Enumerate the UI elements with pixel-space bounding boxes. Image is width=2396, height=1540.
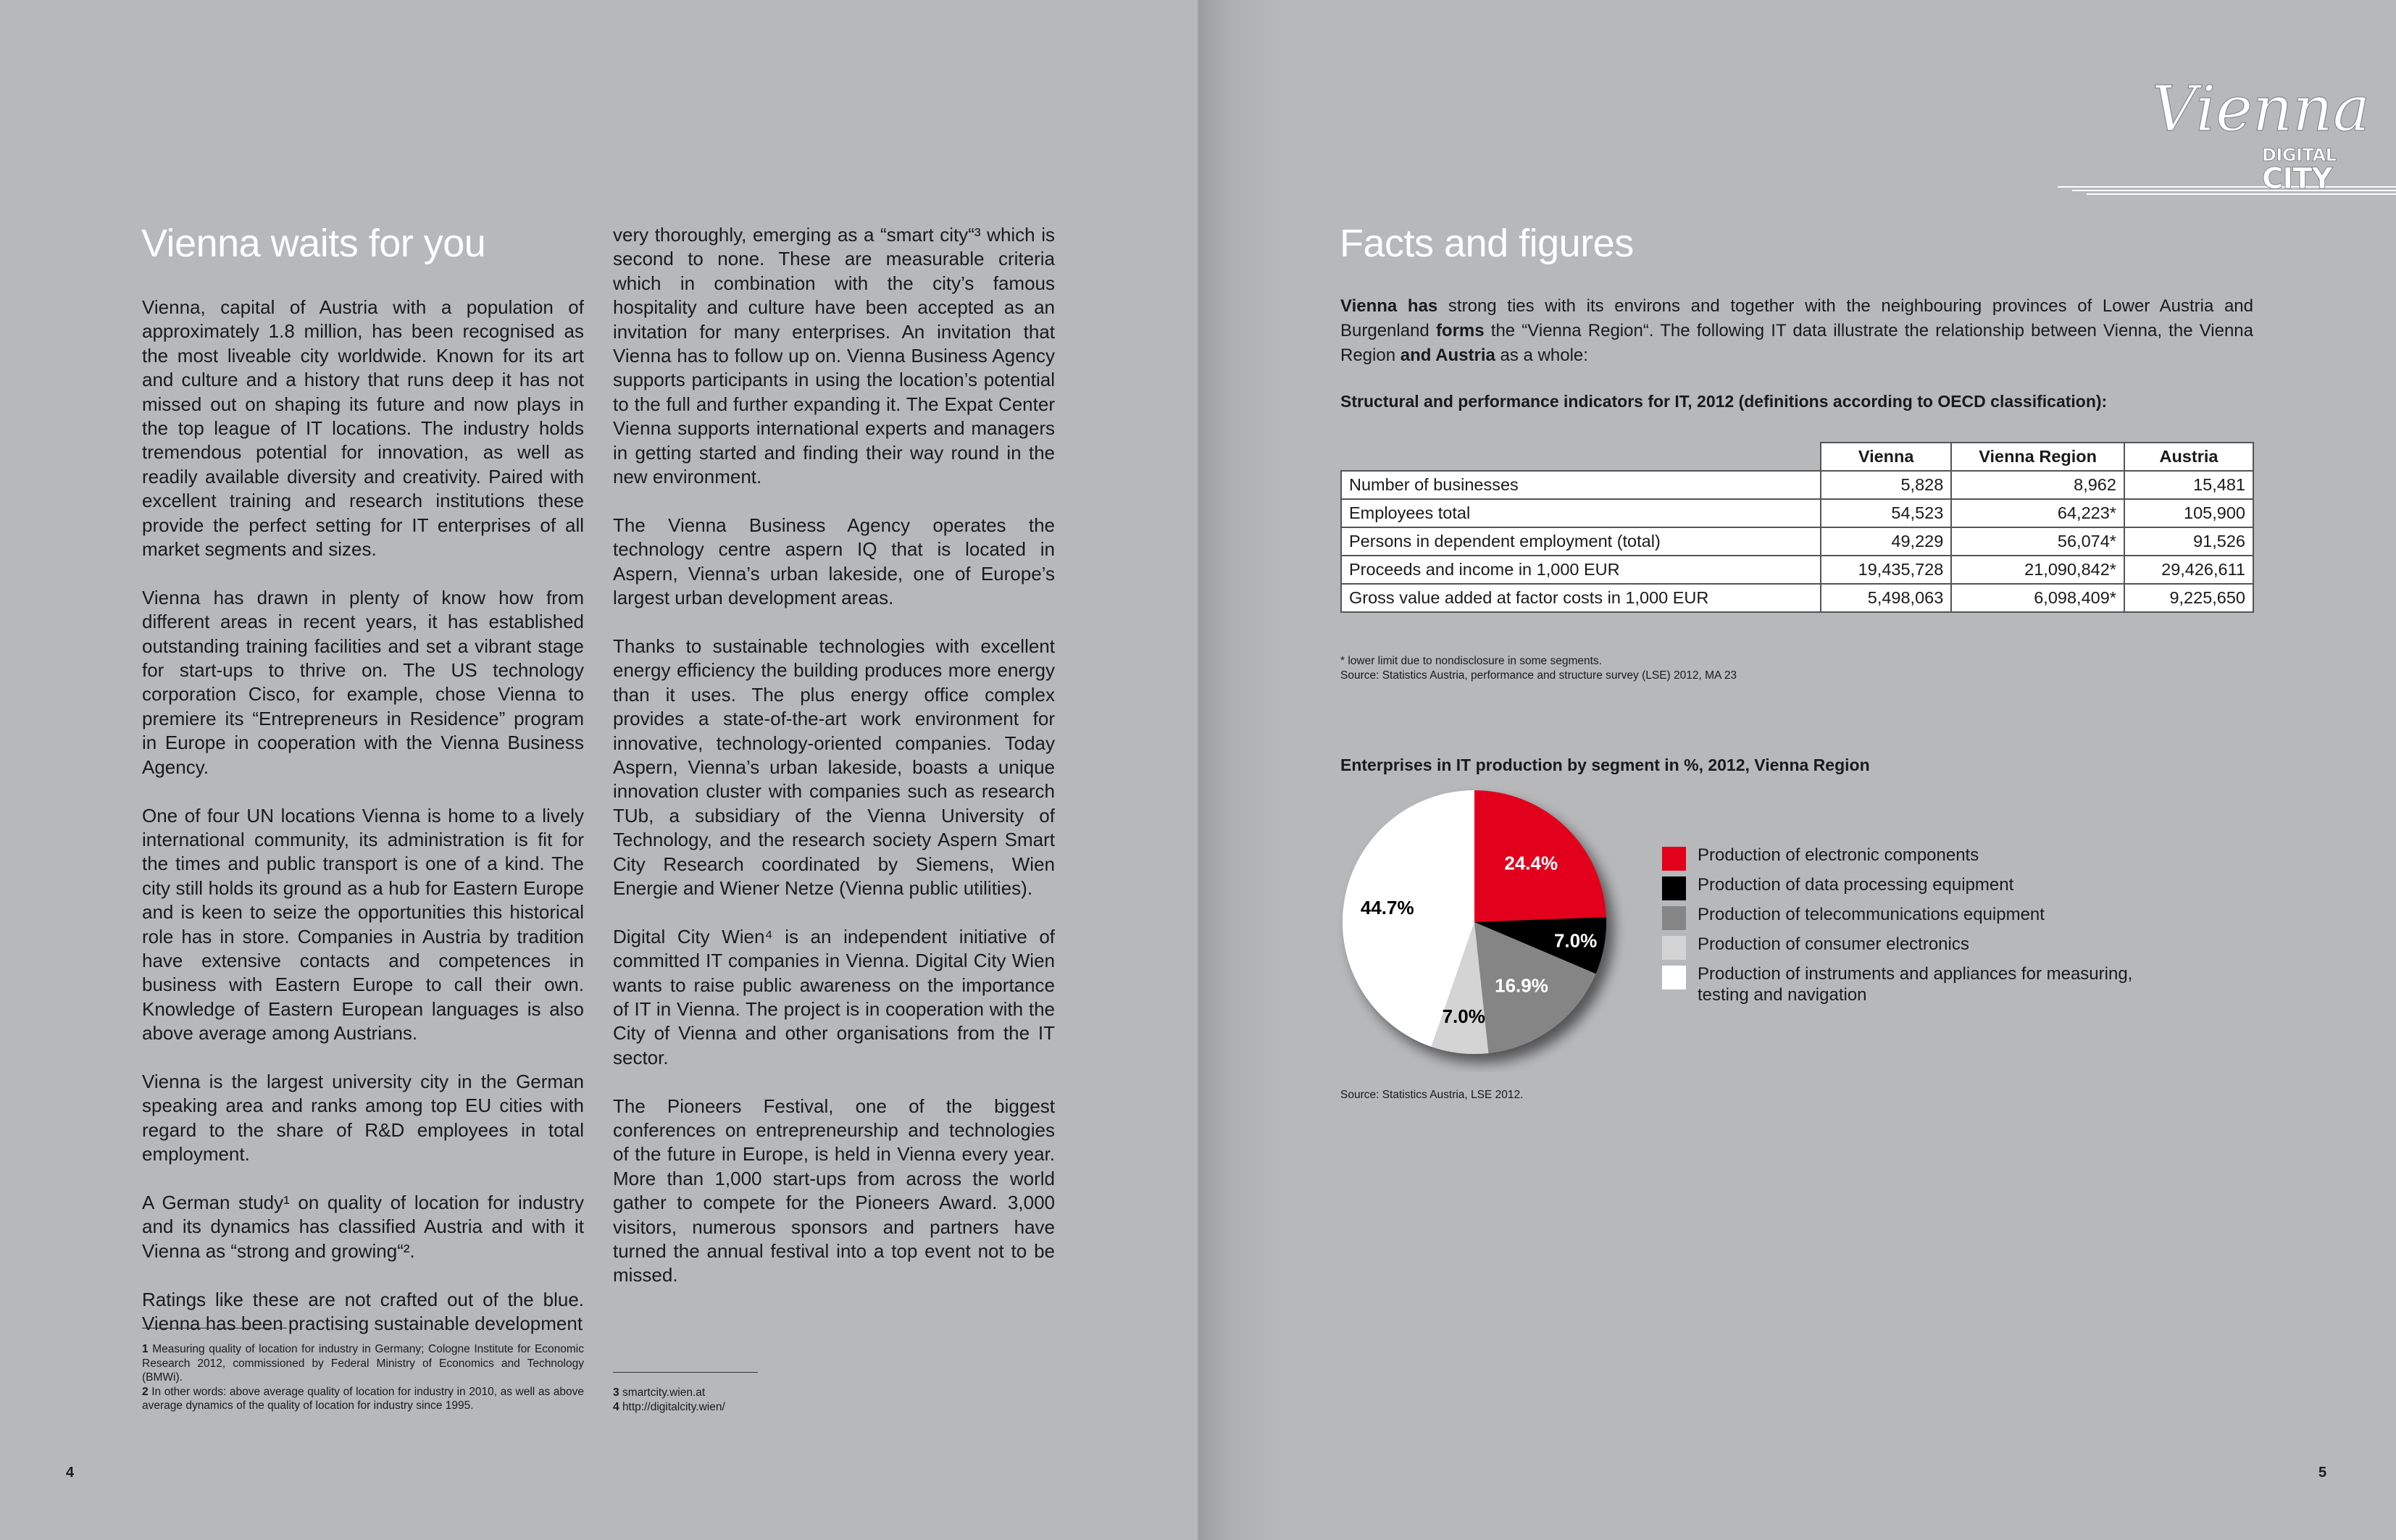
row-label: Persons in dependent employment (total) — [1341, 527, 1821, 556]
row-label: Proceeds and income in 1,000 EUR — [1341, 556, 1821, 584]
table-footnote: * lower limit due to nondisclosure in some segments. — [1340, 655, 1602, 667]
row-label: Employees total — [1341, 499, 1821, 527]
footnotes-column-1 — [142, 1342, 584, 1413]
svg-text:DIGITAL: DIGITAL — [2262, 145, 2337, 165]
page-number: 4 — [66, 1465, 75, 1481]
table-row — [1341, 527, 2253, 556]
left-heading: Vienna waits for you — [141, 222, 486, 265]
cell-value: 21,090,842* — [1951, 556, 2124, 584]
vienna-digital-city-logo — [2058, 72, 2396, 203]
legend-item — [1662, 904, 2161, 925]
table-row — [1341, 499, 2253, 527]
cell-value: 54,523 — [1821, 499, 1951, 527]
table-corner-cell — [1341, 443, 1821, 471]
cell-value: 29,426,611 — [2124, 556, 2253, 584]
legend-swatch — [1662, 876, 1686, 900]
paragraph: The Pioneers Festival, one of the biggest conferences on entrepreneurship and technologies of the future in Europe, is held in Vienna every year. More than 1,000 start-ups from across the world gather to compete for the Pioneers Award. 3,000 visitors, numerous sponsors and partners have turned the annual festival into a top event not to be missed. — [613, 1095, 1055, 1286]
paragraph: A German study¹ on quality of location for industry and its dynamics has classified Austria and with it Vienna as “strong and growing“². — [142, 1191, 584, 1262]
right-heading: Facts and figures — [1340, 222, 1634, 265]
table-row — [1341, 556, 2253, 584]
text-column-2 — [613, 223, 1055, 1288]
legend-swatch — [1662, 906, 1686, 930]
legend-swatch — [1662, 966, 1686, 989]
chart-title: Enterprises in IT production by segment in %, 2012, Vienna Region — [1340, 756, 1870, 774]
paragraph: Vienna, capital of Austria with a population of approximately 1.8 million, has been recognised as the most liveable city worldwide. Known for its art and culture and a history that runs deep it has not missed out on shaping its future and now plays in the top league of IT locations. The industry holds tremendous potential for innovation, as well as readily available diversity and creativity. Paired with excellent training and research institutions these provide the perfect setting for IT enterprises of all market segments and sizes. — [142, 296, 584, 561]
footnote: 3 smartcity.wien.at — [613, 1386, 706, 1399]
intro-text: Vienna has strong ties with its environs and together with the neighbouring provinces of Lower Austria and Burgenland forms the “Vienna Region“. The following IT data illustrate the relationship between Vienna, the Vienna Region and Austria as a whole: — [1340, 296, 2254, 365]
pie-slice-label: 16.9% — [1495, 974, 1548, 997]
legend-item — [1662, 874, 2161, 895]
column-header: Austria — [2124, 443, 2253, 471]
legend-label: Production of telecommunications equipment — [1698, 905, 2045, 924]
cell-value: 49,229 — [1821, 527, 1951, 556]
cell-value: 64,223* — [1951, 499, 2124, 527]
footnote: 1 Measuring quality of location for industry in Germany; Cologne Institute for Economic Research 2012, commissioned by Federal Ministry of Economics and Technology (BMWi). — [142, 1343, 585, 1384]
footnote: 2 In other words: above average quality of location for industry in 2010, as well as above average dynamics of the quality of location for industry since 1995. — [142, 1385, 584, 1412]
legend-label: Production of instruments and appliances for measuring, testing and navigation — [1698, 964, 2133, 1005]
cell-value: 6,098,409* — [1951, 584, 2124, 612]
cell-value: 19,435,728 — [1821, 556, 1951, 584]
svg-text:Vienna: Vienna — [2152, 73, 2371, 146]
paragraph: Thanks to sustainable technologies with excellent energy efficiency the building produces more energy than it uses. The plus energy office complex provides a state-of-the-art work environment for innovative, technology-oriented companies. Today Aspern, Vienna’s urban lakeside, boasts a unique innovation cluster with companies such as research TUb, a subsidiary of the Vienna University of Technology, and the research society Aspern Smart City Research coordinated by Siemens, Wien Energie and Wiener Netze (Vienna public utilities). — [613, 635, 1055, 899]
pie-slice-label: 44.7% — [1360, 896, 1414, 918]
table-row — [1341, 584, 2253, 612]
table-title: Structural and performance indicators for IT, 2012 (definitions according to OECD classification): — [1340, 392, 2108, 411]
legend-label: Production of electronic components — [1698, 845, 1979, 865]
legend-label: Production of consumer electronics — [1698, 934, 1969, 954]
cell-value: 5,828 — [1821, 471, 1951, 499]
table-source: Source: Statistics Austria, performance and structure survey (LSE) 2012, MA 23 — [1340, 669, 1737, 682]
paragraph: Digital City Wien⁴ is an independent initiative of committed IT companies in Vienna. Digital City Wien wants to raise public awareness on the importance of IT in Vienna. The project is in cooperation with the City of Vienna and other organisations from the IT sector. — [613, 925, 1055, 1068]
legend-label: Production of data processing equipment — [1698, 875, 2014, 895]
page-number: 5 — [2318, 1465, 2327, 1481]
footnotes-column-2 — [613, 1386, 1055, 1414]
paragraph: The Vienna Business Agency operates the technology centre aspern IQ that is located in Aspern, Vienna’s urban lakeside, one of Europe’s largest urban development areas. — [613, 514, 1055, 609]
footnote-divider — [613, 1372, 758, 1373]
cell-value: 9,225,650 — [2124, 584, 2253, 612]
legend-item — [1662, 963, 2161, 1005]
pie-slice-label: 7.0% — [1553, 929, 1598, 952]
chart-legend — [1662, 845, 2161, 1014]
table-row — [1341, 471, 2253, 499]
it-indicators-table — [1340, 442, 2254, 613]
paragraph: Ratings like these are not crafted out of the blue. Vienna has been practising sustainable development — [142, 1288, 584, 1334]
paragraph: Vienna is the largest university city in the German speaking area and ranks among top EU cities with regard to the share of R&D employees in total employment. — [142, 1070, 584, 1166]
legend-item — [1662, 845, 2161, 866]
legend-item — [1662, 934, 2161, 955]
pie-slice-label: 7.0% — [1442, 1005, 1485, 1028]
footnote: 4 http://digitalcity.wien/ — [613, 1400, 725, 1413]
cell-value: 56,074* — [1951, 527, 2124, 556]
pie-slice-label: 24.4% — [1504, 852, 1558, 874]
legend-swatch — [1662, 936, 1686, 960]
cell-value: 8,962 — [1951, 471, 2124, 499]
cell-value: 105,900 — [2124, 499, 2253, 527]
pie-chart — [1330, 782, 1627, 1072]
column-header: Vienna — [1821, 443, 1951, 471]
cell-value: 5,498,063 — [1821, 584, 1951, 612]
cell-value: 91,526 — [2124, 527, 2253, 556]
table-header-row — [1341, 443, 2253, 471]
paragraph: Vienna has drawn in plenty of know how from different areas in recent years, it has established outstanding training facilities and set a vibrant stage for start-ups to thrive on. The US technology corporation Cisco, for example, chose Vienna to premiere its “Entrepreneurs in Residence” program in Europe in cooperation with the Vienna Business Agency. — [142, 586, 584, 778]
row-label: Gross value added at factor costs in 1,000 EUR — [1341, 584, 1821, 612]
svg-text:CITY: CITY — [2262, 162, 2332, 196]
chart-source: Source: Statistics Austria, LSE 2012. — [1340, 1089, 1524, 1101]
row-label: Number of businesses — [1341, 471, 1821, 499]
paragraph: very thoroughly, emerging as a “smart city“³ which is second to none. These are measurable criteria which in combination with the city’s famous hospitality and culture have been accepted as an invitation for many enterprises. An invitation that Vienna has to follow up on. Vienna Business Agency supports participants in using the location’s potential to the full and further expanding it. The Expat Center Vienna supports international experts and managers in getting started and finding their way round in the new environment. — [613, 224, 1055, 488]
column-header: Vienna Region — [1951, 443, 2124, 471]
text-column-1 — [142, 296, 584, 1336]
paragraph: One of four UN locations Vienna is home to a lively international community, its administration is fit for the times and public transport is one of a kind. The city still holds its ground as a hub for Eastern Europe and is keen to seize the opportunities this historical role has in store. Companies in Austria by tradition have extensive contacts and competences in business with Eastern Europe to call their own. Knowledge of Eastern European languages is also above average among Austrians. — [142, 804, 584, 1045]
table-notes — [1340, 654, 1737, 683]
legend-swatch — [1662, 847, 1686, 871]
cell-value: 15,481 — [2124, 471, 2253, 499]
